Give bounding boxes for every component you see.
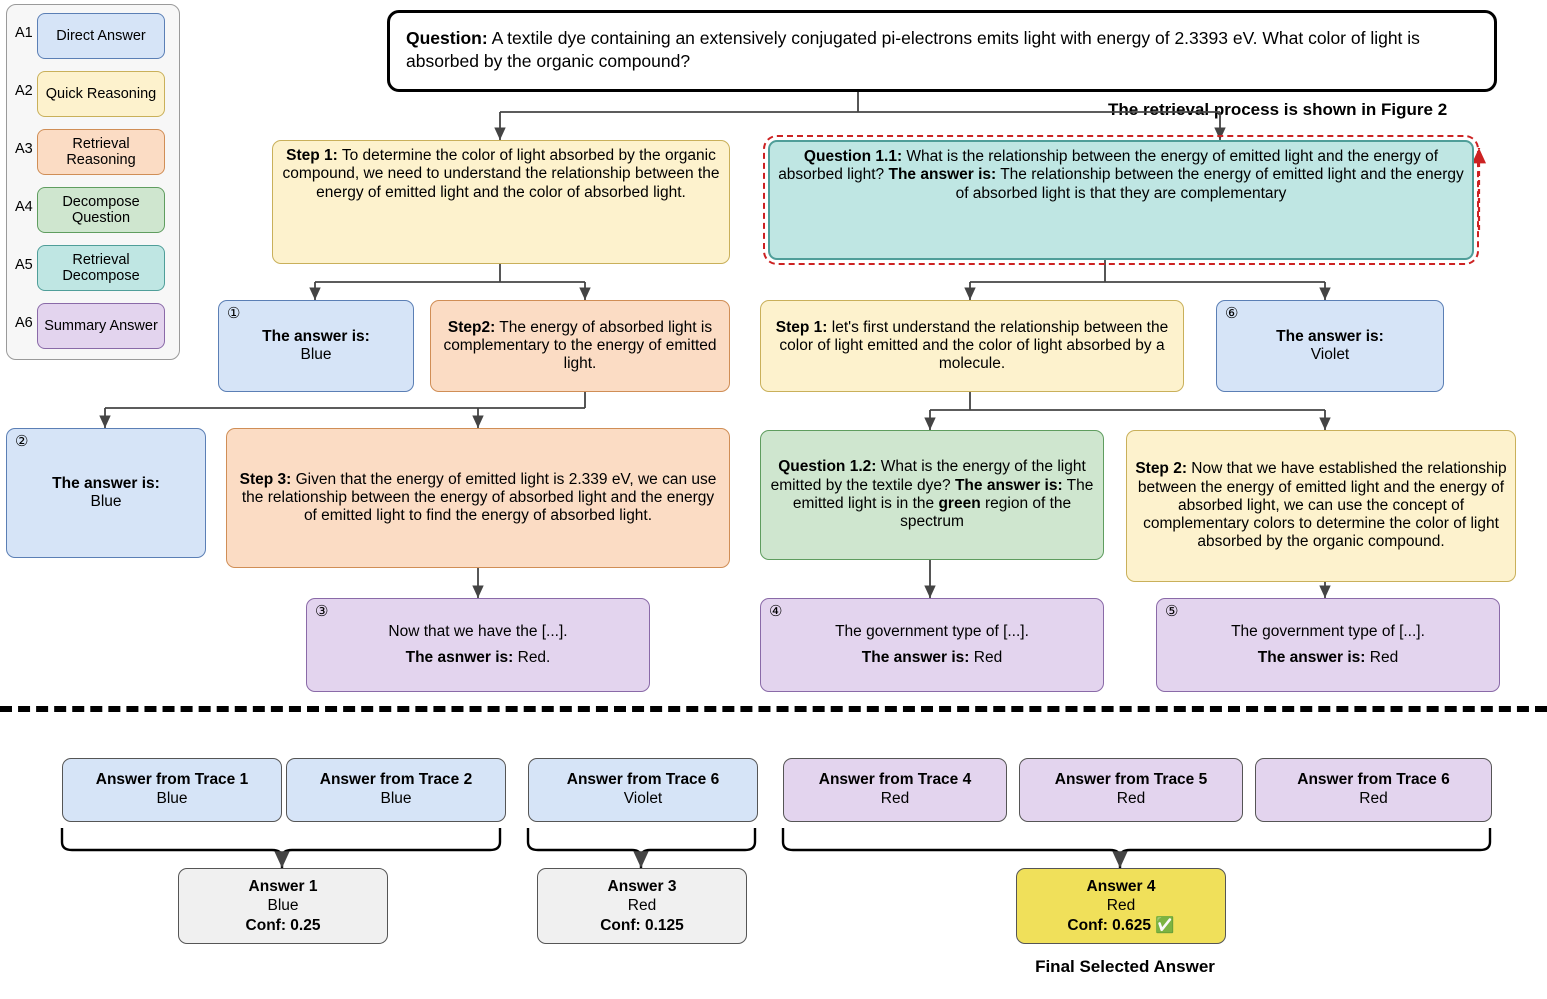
- node-summary-3: [306, 598, 650, 692]
- node-answer-label: The answer is:: [888, 166, 997, 184]
- legend-tag: A4: [15, 199, 33, 215]
- legend-item-a4: [15, 187, 171, 233]
- retrieval-note: The retrieval process is shown in Figure 2: [1108, 100, 1448, 119]
- node-label: The answer is:: [861, 649, 970, 666]
- node-summary-4: [760, 598, 1104, 692]
- legend-item-a1: [15, 13, 171, 59]
- trace-card-3: [528, 758, 758, 822]
- node-index: ③: [315, 603, 329, 620]
- node-text: To determine the color of light absorbed by the organic compound, we need to understand the relationship between the energy of emitted light and the color of absorbed light.: [282, 147, 720, 201]
- node-label: Step 1:: [775, 318, 828, 336]
- legend-item-a5: [15, 245, 171, 291]
- node-step3-left: [226, 428, 730, 568]
- node-index: ②: [15, 433, 29, 450]
- trace-card-5: [1019, 758, 1243, 822]
- node-text: Given that the energy of emitted light is 2.339 eV, we can use the relationship between the energy of absorbed light and the energy of emitted light to find the energy of absorbed light.: [241, 470, 717, 525]
- question-box: [387, 10, 1497, 92]
- node-summary-5: [1156, 598, 1500, 692]
- trace-title: Answer from Trace 5: [1054, 771, 1208, 789]
- node-answer-6: [1216, 300, 1444, 392]
- node-label: Step 1:: [286, 147, 338, 164]
- legend-tag: A1: [15, 25, 33, 41]
- legend-swatch: Direct Answer: [37, 13, 165, 59]
- question-text: A textile dye containing an extensively conjugated pi-electrons emits light with energy of 2.3393 eV. What color of light is absorbed by the organic compound?: [406, 28, 1420, 71]
- node-answer: Red.: [513, 649, 551, 666]
- node-step2-right: [1126, 430, 1516, 582]
- node-index: ⑥: [1225, 305, 1239, 322]
- trace-title: Answer from Trace 2: [319, 771, 473, 789]
- node-label: The answer is:: [1257, 649, 1366, 666]
- node-question-1-1: [768, 140, 1474, 260]
- node-text: The government type of [...].: [1231, 622, 1425, 640]
- node-text: Now that we have established the relationship between the energy of emitted light and the energy of absorbed light, we can use the concept of complementary colors to determine the color of light absorbed by the organic compound.: [1137, 460, 1507, 551]
- node-text: Blue: [300, 346, 332, 363]
- legend-item-a3: [15, 129, 171, 175]
- node-text: Blue: [90, 493, 122, 510]
- node-answer-emphasis: green: [938, 495, 981, 512]
- legend-swatch: Decompose Question: [37, 187, 165, 233]
- legend-swatch: Quick Reasoning: [37, 71, 165, 117]
- answer-title: Answer 3: [607, 877, 677, 895]
- node-answer-label: The answer is:: [954, 476, 1063, 494]
- trace-title: Answer from Trace 6: [1297, 771, 1450, 789]
- node-answer-post: region of the spectrum: [900, 495, 1072, 531]
- trace-value: Blue: [380, 790, 412, 807]
- node-question-1-2: [760, 430, 1104, 560]
- legend-tag: A5: [15, 257, 33, 273]
- legend-tag: A2: [15, 83, 33, 99]
- node-answer-2: [6, 428, 206, 558]
- legend-item-a2: [15, 71, 171, 117]
- trace-card-4: [783, 758, 1007, 822]
- section-divider: [0, 706, 1547, 712]
- answer-confidence: Conf: 0.25: [245, 916, 321, 934]
- legend-swatch: Retrieval Reasoning: [37, 129, 165, 175]
- node-step1-left: [272, 140, 730, 264]
- trace-title: Answer from Trace 1: [95, 771, 249, 789]
- legend-tag: A3: [15, 141, 33, 157]
- legend-swatch: Summary Answer: [37, 303, 165, 349]
- node-text: The energy of absorbed light is complementary to the energy of emitted light.: [443, 318, 717, 373]
- trace-title: Answer from Trace 6: [566, 771, 720, 789]
- node-label: Question 1.2:: [778, 458, 877, 476]
- trace-card-6: [1255, 758, 1492, 822]
- node-label: Step 2:: [1135, 460, 1187, 478]
- trace-value: Red: [880, 790, 910, 807]
- node-answer-1: [218, 300, 414, 392]
- trace-title: Answer from Trace 4: [818, 771, 972, 789]
- trace-value: Violet: [623, 790, 663, 807]
- answer-value: Blue: [267, 897, 299, 915]
- answer-title: Answer 1: [248, 877, 318, 895]
- answer-value: Red: [627, 897, 657, 915]
- answer-confidence: Conf: 0.625: [1067, 916, 1151, 934]
- trace-card-2: [286, 758, 506, 822]
- node-step1-right: [760, 300, 1184, 392]
- trace-value: Red: [1359, 790, 1388, 807]
- answer-confidence: Conf: 0.125: [600, 916, 684, 934]
- aggregated-answer-1: [178, 868, 388, 944]
- node-label: Question 1.1:: [803, 148, 903, 165]
- node-text: Violet: [1310, 346, 1350, 363]
- node-text: What is the relationship between the energy of emitted light and the energy of absorbed light?: [778, 148, 1439, 184]
- node-label: The asnwer is:: [405, 649, 514, 666]
- legend-tag: A6: [15, 315, 33, 331]
- answer-value: Red: [1106, 897, 1136, 915]
- aggregated-answer-3: [537, 868, 747, 944]
- trace-value: Blue: [156, 790, 188, 807]
- node-text: Now that we have the [...].: [388, 622, 568, 640]
- answer-title: Answer 4: [1086, 877, 1156, 895]
- node-label: The answer is:: [262, 327, 370, 345]
- legend-swatch: Retrieval Decompose: [37, 245, 165, 291]
- node-label: The answer is:: [1276, 327, 1384, 345]
- aggregated-answer-4: [1016, 868, 1226, 944]
- node-label: Step2:: [447, 318, 496, 336]
- legend-panel: [6, 4, 180, 360]
- node-index: ④: [769, 603, 783, 620]
- legend-item-a6: [15, 303, 171, 349]
- node-answer-pre: The emitted light is in the: [792, 476, 1094, 512]
- node-index: ①: [227, 305, 241, 322]
- node-answer: Red: [1365, 649, 1399, 666]
- final-answer-label: Final Selected Answer: [1035, 957, 1215, 976]
- node-answer-text: The relationship between the energy of emitted light and the energy of absorbed light is that they are complementary: [955, 166, 1464, 202]
- node-answer: Red: [969, 649, 1003, 666]
- question-label: Question:: [406, 28, 488, 48]
- node-step2-left: [430, 300, 730, 392]
- node-text: let's first understand the relationship between the color of light emitted and the color of light absorbed by a molecule.: [779, 318, 1169, 373]
- node-index: ⑤: [1165, 603, 1179, 620]
- node-text: The government type of [...].: [835, 622, 1029, 640]
- trace-card-1: [62, 758, 282, 822]
- node-label: Step 3:: [239, 470, 292, 488]
- node-label: The answer is:: [52, 474, 160, 492]
- check-icon: ✅: [1155, 916, 1175, 934]
- trace-value: Red: [1116, 790, 1146, 807]
- node-text: What is the energy of the light emitted by the textile dye?: [770, 458, 1086, 494]
